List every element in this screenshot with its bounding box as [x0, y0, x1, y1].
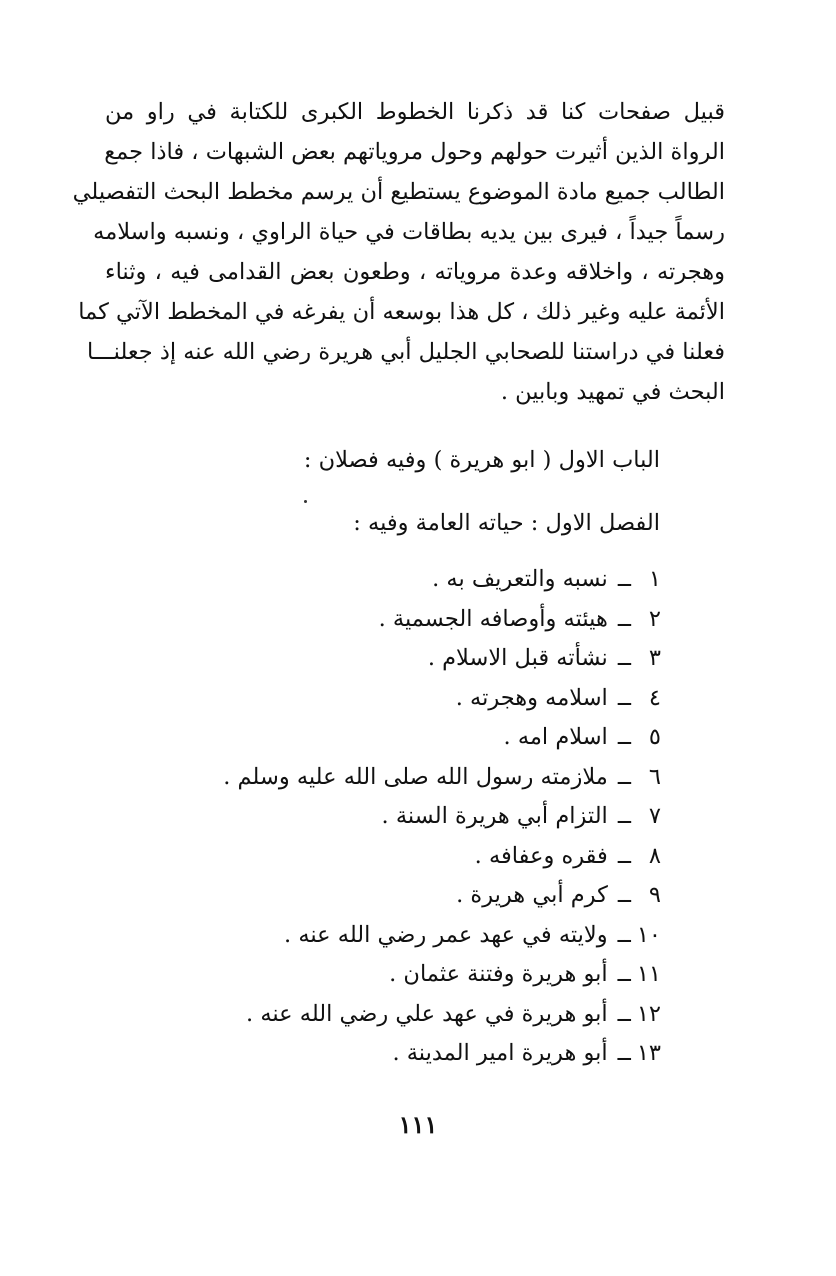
item-text: فقره وعفافه .: [474, 842, 608, 869]
item-dash: ــ: [617, 605, 631, 632]
list-item: [223, 955, 661, 995]
list-item: [223, 916, 661, 956]
item-number: ٢: [648, 605, 661, 632]
item-text: اسلامه وهجرته .: [455, 684, 608, 711]
item-number: ٣: [648, 645, 661, 671]
paragraph-line: قبيل صفحات كنا قد ذكرنا الخطوط الكبرى للكتابة في راو من: [105, 99, 725, 125]
item-dash: ــ: [617, 961, 631, 987]
item-text: ملازمته رسول الله صلى الله عليه وسلم .: [223, 763, 608, 790]
item-text: ولايته في عهد عمر رضي الله عنه .: [284, 921, 608, 948]
item-text: اسلام امه .: [503, 724, 608, 750]
item-dash: ــ: [617, 1040, 631, 1066]
section-heading: الفصل الاول : حياته العامة وفيه :: [353, 510, 660, 536]
paragraph-line: رسماً جيداً ، فيرى بين يديه بطاقات في حياة الراوي ، ونسبه واسلامه: [93, 219, 725, 245]
item-text: أبو هريرة وفتنة عثمان .: [389, 961, 608, 987]
item-number: ٩: [648, 882, 661, 908]
list-item: [223, 797, 661, 837]
item-text: أبو هريرة امير المدينة .: [392, 1040, 608, 1066]
item-text: نشأته قبل الاسلام .: [427, 645, 608, 671]
paragraph-line: الطالب جميع مادة الموضوع يستطيع أن يرسم مخطط البحث التفصيلي: [72, 179, 725, 205]
chapter-heading: الباب الاول ( ابو هريرة ) وفيه فصلان :: [303, 447, 660, 473]
list-item: [223, 560, 661, 600]
speck-mark: [304, 500, 307, 503]
paragraph-line: البحث في تمهيد وبابين .: [500, 379, 725, 405]
item-number: ٨: [648, 842, 661, 869]
paragraph-line: وهجرته ، واخلاقه وعدة مروياته ، وطعون بعض القدامى فيه ، وثناء: [105, 259, 725, 285]
item-text: هيئته وأوصافه الجسمية .: [378, 605, 608, 632]
paragraph-line: فعلنا في دراستنا للصحابي الجليل أبي هريرة رضي الله عنه إذ جعلنـــا: [87, 339, 725, 365]
item-number: ٥: [648, 724, 661, 750]
list-item: [223, 679, 661, 719]
item-dash: ــ: [617, 882, 631, 908]
list-item: [223, 837, 661, 877]
item-dash: ــ: [617, 842, 631, 869]
item-dash: ــ: [617, 763, 631, 790]
page-number: ١١١: [398, 1110, 438, 1139]
item-dash: ــ: [617, 645, 631, 671]
item-text: نسبه والتعريف به .: [432, 566, 608, 592]
item-number: ٧: [648, 803, 661, 829]
list-item: [223, 876, 661, 916]
item-text: كرم أبي هريرة .: [456, 882, 608, 908]
topics-list: [223, 560, 661, 1074]
paragraph-line: الرواة الذين أثيرت حولهم وحول مروياتهم بعض الشبهات ، فاذا جمع: [104, 139, 725, 165]
item-number: ٤: [648, 684, 661, 711]
item-number: ١١: [636, 961, 661, 987]
list-item: [223, 639, 661, 679]
item-number: ١٣: [636, 1040, 661, 1066]
list-item: [223, 718, 661, 758]
item-dash: ــ: [617, 803, 631, 829]
paragraph-line: الأئمة عليه وغير ذلك ، كل هذا بوسعه أن يفرغه في المخطط الآتي كما: [78, 299, 725, 325]
item-text: أبو هريرة في عهد علي رضي الله عنه .: [246, 1000, 608, 1027]
item-number: ١: [648, 566, 661, 592]
item-dash: ــ: [617, 724, 631, 750]
list-item: [223, 600, 661, 640]
list-item: [223, 1034, 661, 1074]
item-number: ١٠: [636, 921, 661, 948]
list-item: [223, 758, 661, 798]
item-number: ١٢: [636, 1000, 661, 1027]
intro-paragraph: [72, 92, 725, 412]
item-dash: ــ: [617, 1000, 631, 1027]
item-number: ٦: [648, 763, 661, 790]
item-dash: ــ: [617, 684, 631, 711]
item-text: التزام أبي هريرة السنة .: [381, 803, 608, 829]
item-dash: ــ: [617, 921, 631, 948]
list-item: [223, 995, 661, 1035]
item-dash: ــ: [617, 566, 631, 592]
